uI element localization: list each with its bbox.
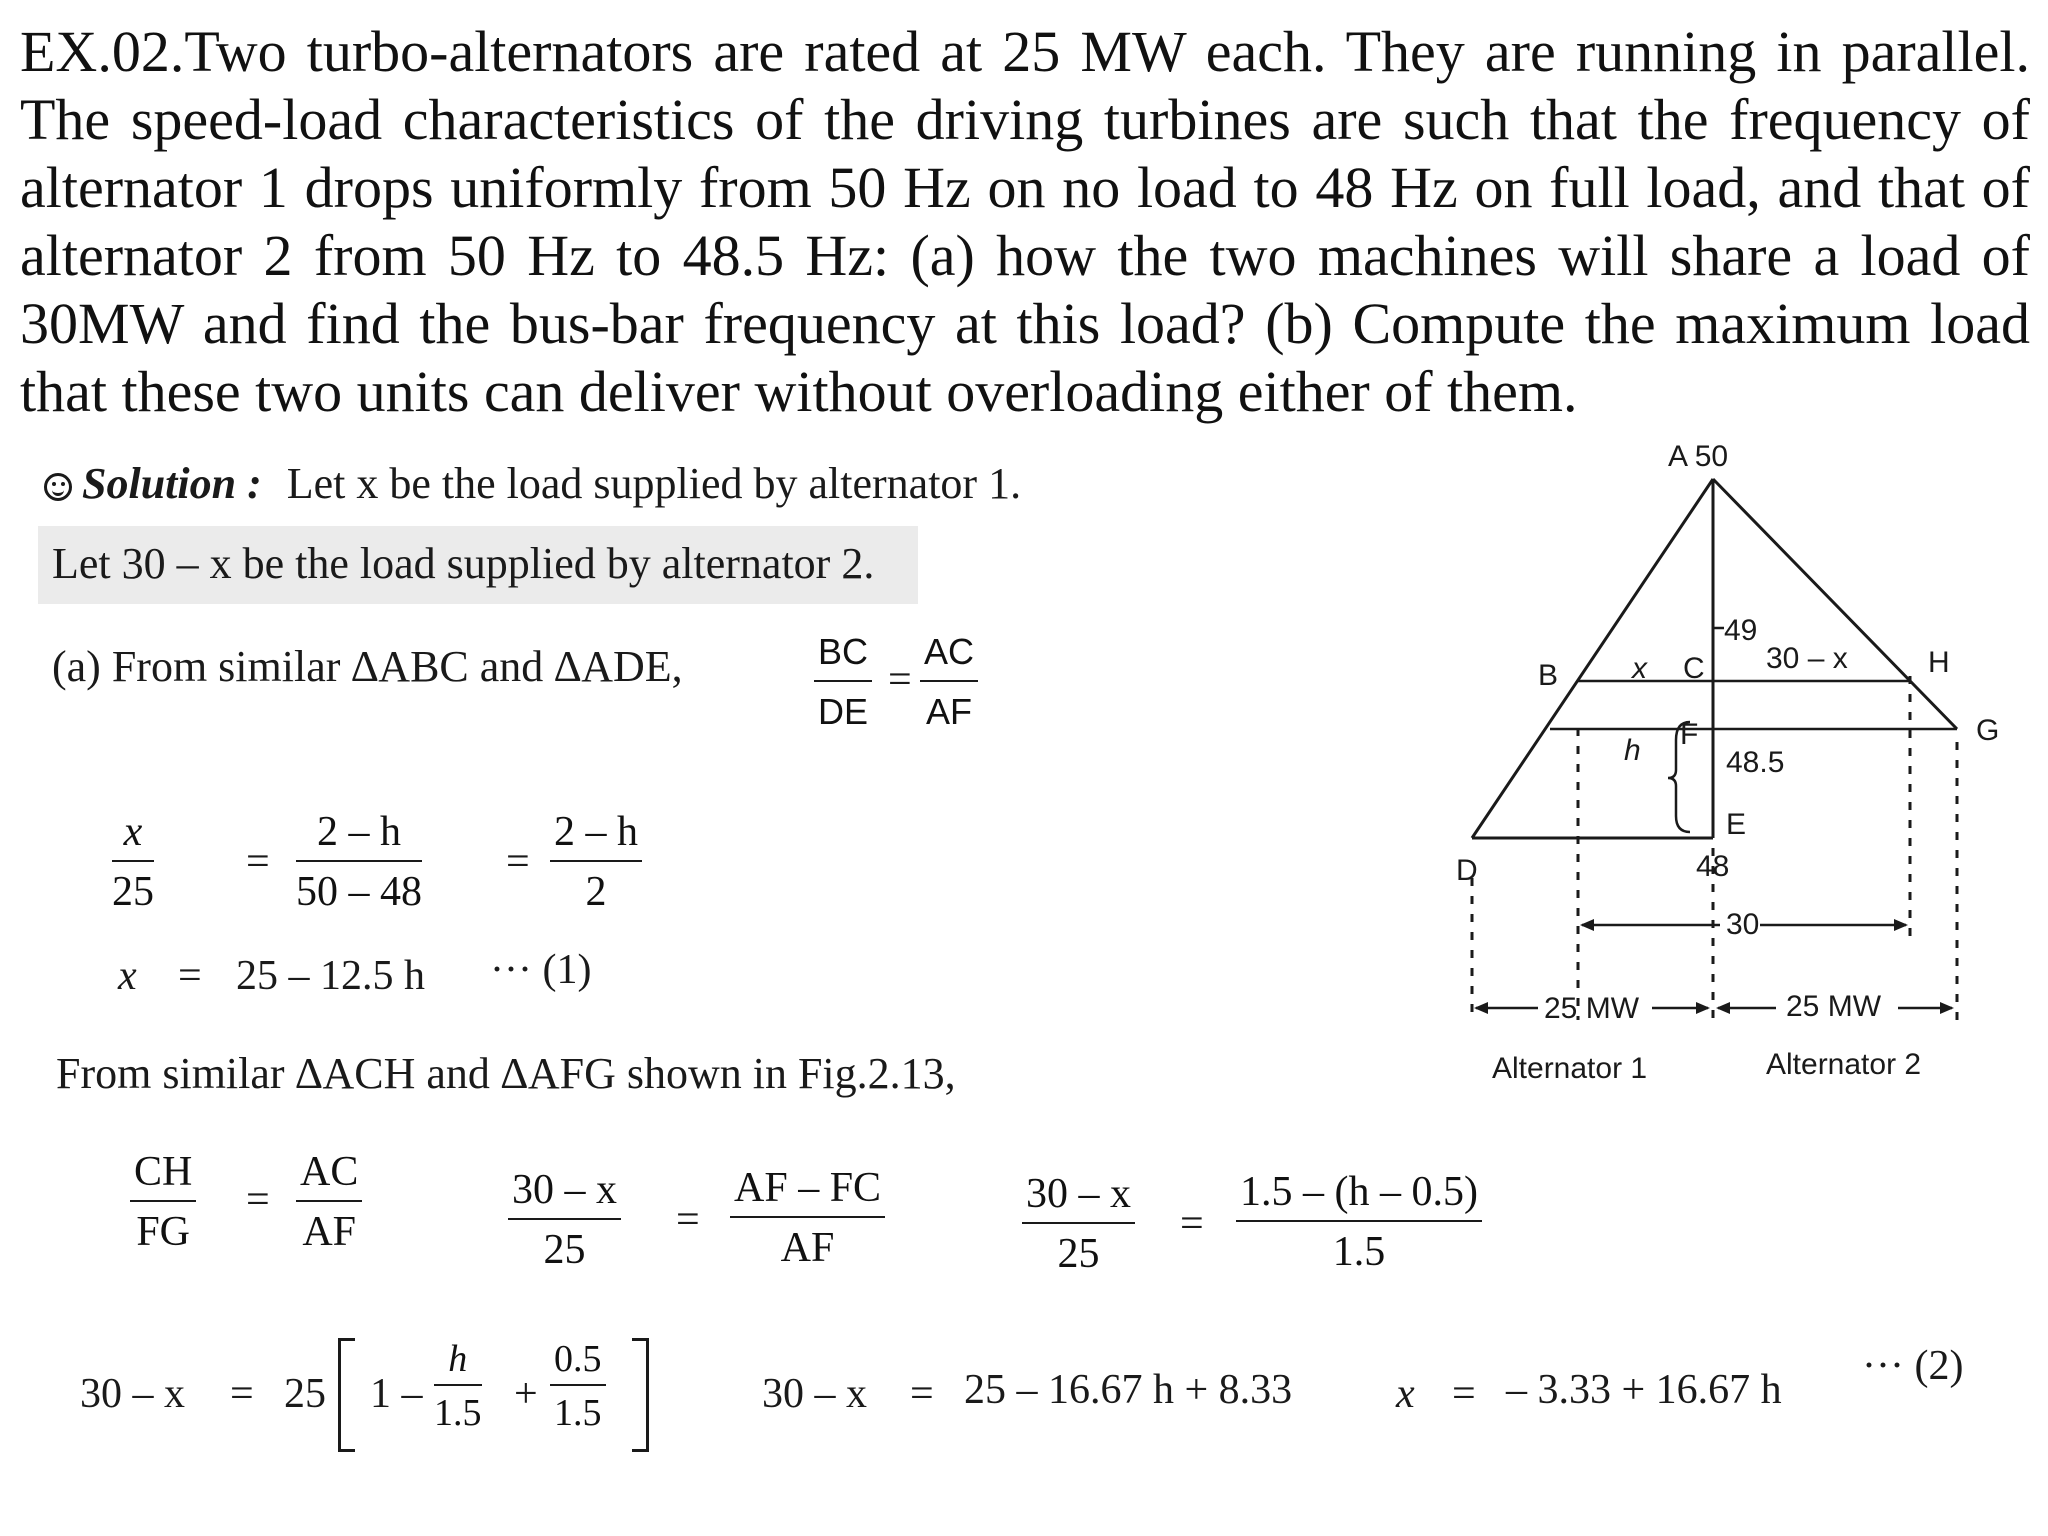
part-a2-label: From similar ∆ACH and ∆AFG shown in Fig.2.13,: [56, 1049, 956, 1098]
solution-heading: Solution :: [82, 459, 262, 508]
label-30-x: 30 – x: [1766, 642, 1848, 675]
arrow-25mw1-right: [1696, 1002, 1710, 1014]
eq5-lhs: x: [1396, 1371, 1415, 1417]
eq1-equals-2: =: [506, 839, 530, 885]
ratio-ac: AC: [920, 628, 978, 682]
arrow-25mw1-left: [1474, 1002, 1488, 1014]
eq5-rhs: – 3.33 + 16.67 h: [1506, 1367, 1782, 1413]
arrow-25mw2-right: [1940, 1002, 1954, 1014]
eq2a-equals: =: [246, 1177, 270, 1223]
label-30: 30: [1726, 908, 1760, 941]
eq5-equals: =: [1452, 1371, 1476, 1417]
alternator2-line: [1713, 479, 1957, 729]
label-48: 48: [1696, 850, 1730, 883]
eq2b-equals: =: [676, 1197, 700, 1243]
label-b: B: [1538, 659, 1559, 692]
arrow-25mw2-left: [1716, 1002, 1730, 1014]
eq3-coef: 25: [284, 1371, 326, 1417]
eq1-result-eq: =: [178, 953, 202, 999]
part-a-label: (a) From similar ∆ABC and ∆ADE,: [52, 642, 683, 691]
label-e: E: [1726, 808, 1747, 841]
ratio-equals: =: [888, 657, 912, 703]
solution-line2: Let 30 – x be the load supplied by alternator 2.: [52, 539, 875, 588]
eq1-rhs: $\frac{2 - h}{2}$: [550, 808, 642, 916]
eq3-lhs: 30 – x: [80, 1371, 185, 1417]
eq2a-lhs: $\frac{CH}{FG}$: [130, 1148, 196, 1256]
label-h: h: [1624, 734, 1641, 767]
label-a-50: A 50: [1668, 440, 1729, 473]
eq1-result-lhs: x: [118, 953, 137, 999]
eq4-rhs: 25 – 16.67 h + 8.33: [964, 1367, 1293, 1413]
ratio-de: DE: [818, 691, 869, 732]
solution-line1: Let x be the load supplied by alternator 1.: [286, 459, 1022, 508]
eq4-lhs: 30 – x: [762, 1371, 867, 1417]
ratio-af: AF: [926, 691, 973, 732]
arrow-30-right: [1894, 919, 1908, 931]
label-25mw-alt1: 25 MW: [1544, 992, 1640, 1025]
eq1-equals-1: =: [246, 839, 270, 885]
eq2b-rhs: $\frac{AF - FC}{AF}$: [730, 1164, 885, 1272]
problem-text: EX.02.Two turbo-alternators are rated at 25 MW each. They are running in parallel. The speed-load characteristics of the driving turbines are such that the frequency of alternator 1 drops uniformly from 50 Hz on no load to 48 Hz on full load, and that of alternator 2 from 50 Hz to 48.5 Hz: (a) how the two machines will share a load of 30MW and find the bus-bar frequency at this load? (b) Compute the maximum load that these two units can deliver without overloading either of them.: [20, 19, 2030, 424]
eq1-lhs: $\frac{x}{25}$: [112, 809, 154, 915]
label-g: G: [1976, 714, 2000, 747]
eq3-one-minus: 1 –: [370, 1371, 423, 1417]
eq1-mid: $\frac{2 - h}{50 - 48}$: [296, 809, 422, 915]
label-c: C: [1683, 652, 1705, 685]
arrow-30-left: [1580, 919, 1594, 931]
eq5-tag: ··· (2): [1862, 1343, 1964, 1389]
label-alternator1: Alternator 1: [1492, 1052, 1648, 1085]
label-x: x: [1632, 652, 1647, 685]
label-f: F: [1680, 718, 1699, 751]
eq3-plus: +: [514, 1371, 538, 1417]
label-25mw-alt2: 25 MW: [1786, 990, 1882, 1023]
label-48-5: 48.5: [1726, 746, 1785, 779]
label-h-point: H: [1928, 646, 1950, 679]
eq2b-lhs: $\frac{30 - x}{25}$: [508, 1166, 621, 1274]
eq3-const-frac: $\frac{0.5}{1.5}$: [550, 1338, 606, 1434]
label-d: D: [1456, 854, 1478, 887]
eq1-tag: ··· (1): [490, 947, 592, 993]
label-49: 49: [1724, 614, 1758, 647]
eq3-h-frac: $\frac{h}{1.5}$: [434, 1338, 482, 1434]
eq2a-rhs: $\frac{AC}{AF}$: [296, 1148, 362, 1256]
eq2c-equals: =: [1180, 1201, 1204, 1247]
eq4-equals: =: [910, 1371, 934, 1417]
eq2c-lhs: $\frac{30 - x}{25}$: [1022, 1170, 1135, 1278]
label-alternator2: Alternator 2: [1766, 1048, 1922, 1081]
eq3-equals: =: [230, 1371, 254, 1417]
eq1-result-rhs: 25 – 12.5 h: [236, 953, 425, 999]
ratio-bc: BC: [814, 628, 872, 682]
eq2c-rhs: $\frac{1.5 - (h - 0.5)}{1.5}$: [1236, 1168, 1482, 1276]
